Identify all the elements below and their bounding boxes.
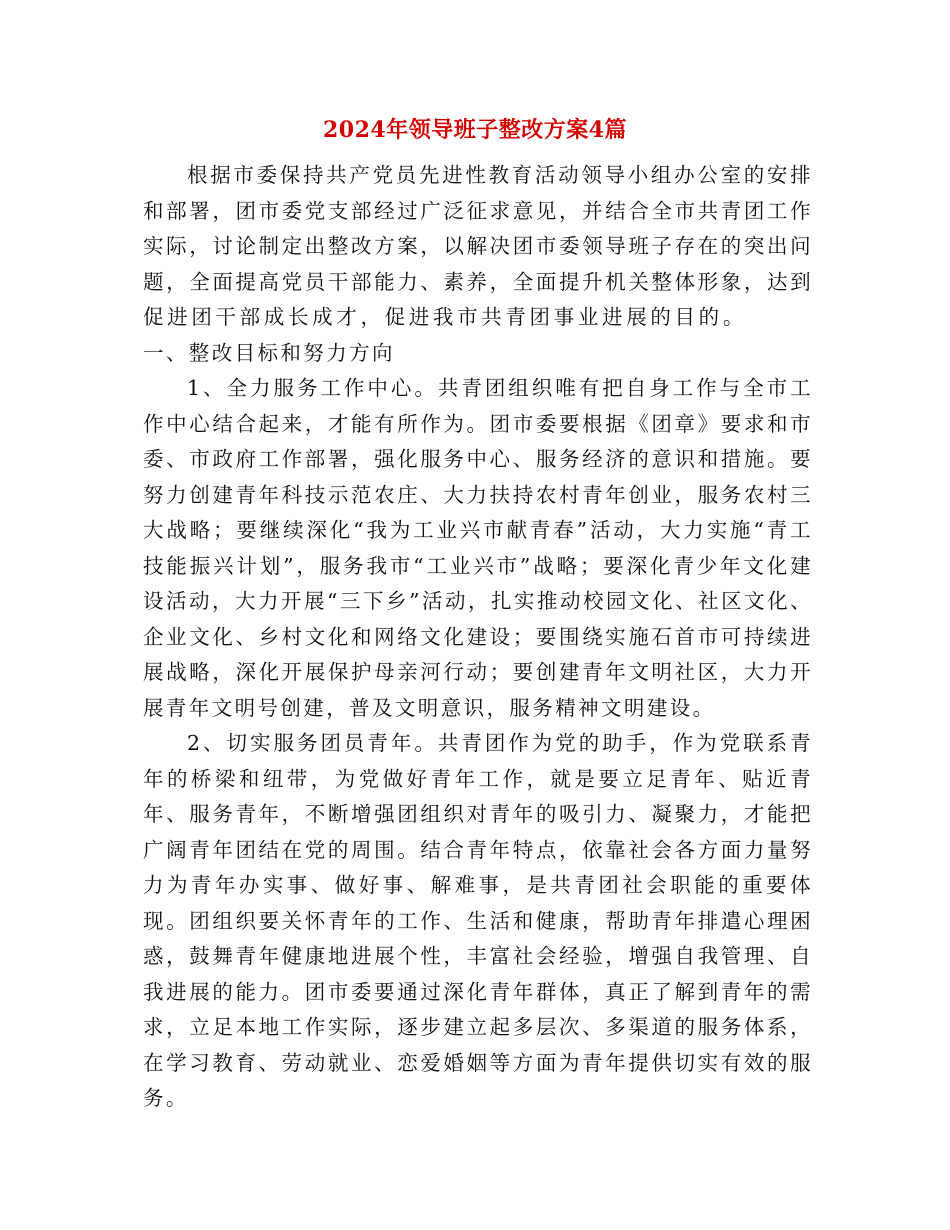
- paragraph-intro: [143, 158, 813, 371]
- paragraph-2: 2、切实服务团员青年。共青团作为党的助手，作为党联系青年的桥梁和纽带，为党做好青年工作，就是要立足青年、贴近青年、服务青年，不断增强团组织对青年的吸引力、凝聚力，才能把广阔青年团结在党的周围。结合青年特点，依靠社会各方面力量努力为青年办实事、做好事、解难事，是共青团社会职能的重要体现。团组织要关怀青年的工作、生活和健康，帮助青年排遣心理困惑，鼓舞青年健康地进展个性，丰富社会经验，增强自我管理、自我进展的能力。团市委要通过深化青年群体，真正了解到青年的需求，立足本地工作实际，逐步建立起多层次、多渠道的服务体系，在学习教育、劳动就业、恋爱婚姻等方面为青年提供切实有效的服务。: [143, 731, 813, 1110]
- section-heading: 一、整改目标和努力方向: [143, 340, 395, 365]
- paragraph-1: 1、全力服务工作中心。共青团组织唯有把自身工作与全市工作中心结合起来，才能有所作为。团市委要根据《团章》要求和市委、市政府工作部署，强化服务中心、服务经济的意识和措施。要努力创建青年科技示范农庄、大力扶持农村青年创业，服务农村三大战略；要继续深化“我为工业兴市献青春”活动，大力实施“青工技能振兴计划”，服务我市“工业兴市”战略；要深化青少年文化建设活动，大力开展“三下乡”活动，扎实推动校园文化、社区文化、企业文化、乡村文化和网络文化建设；要围绕实施石首市可持续进展战略，深化开展保护母亲河行动；要创建青年文明社区，大力开展青年文明号创建，普及文明意识，服务精神文明建设。: [143, 376, 813, 720]
- document-title: 2024年领导班子整改方案4篇: [322, 117, 628, 143]
- paragraph-intro-text: 根据市委保持共产党员先进性教育活动领导小组办公室的安排和部署，团市委党支部经过广泛征求意见，并结合全市共青团工作实际，讨论制定出整改方案，以解决团市委领导班子存在的突出问题，全面提高党员干部能力、素养，全面提升机关整体形象，达到促进团干部成长成才，促进我市共青团事业进展的目的。: [143, 163, 813, 329]
- document-body: [143, 158, 813, 1117]
